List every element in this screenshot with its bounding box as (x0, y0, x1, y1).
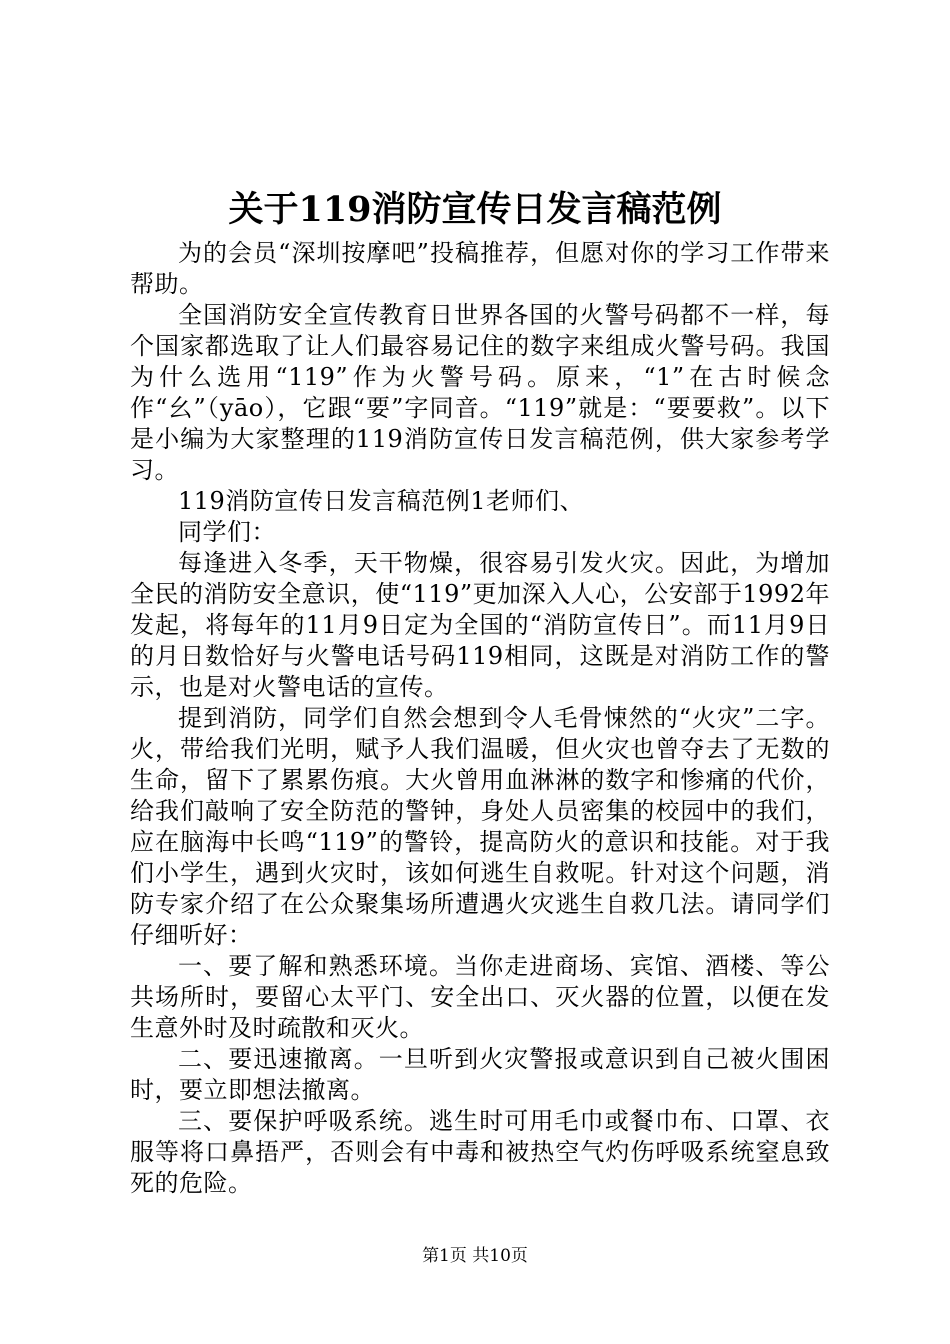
paragraph-salutation: 同学们： (178, 518, 276, 546)
document-body (130, 238, 830, 1199)
document-title: 关于119消防宣传日发言稿范例 (228, 189, 722, 230)
paragraph-heading-example: 119消防宣传日发言稿范例1老师们、 (178, 487, 585, 515)
paragraph-background: 全国消防安全宣传教育日世界各国的火警号码都不一样，每个国家都选取了让人们最容易记住的数字来组成火警号码。我国为什么选用“119”作为火警号码。原来，“1”在古时候念作“幺”（yāo），它跟“要”字同音。“119”就是：“要要救”。以下是小编为大家整理的119消防宣传日发言稿范例，供大家参考学习。 (130, 301, 830, 484)
paragraph-intro: 为的会员“深圳按摩吧”投稿推荐，但愿对你的学习工作带来帮助。 (130, 239, 830, 298)
paragraph-tip-three: 三、要保护呼吸系统。逃生时可用毛巾或餐巾布、口罩、衣服等将口鼻捂严，否则会有中毒和被热空气灼伤呼吸系统窒息致死的危险。 (130, 1107, 830, 1197)
paragraph-winter: 每逢进入冬季，天干物燥，很容易引发火灾。因此，为增加全民的消防安全意识，使“119”更加深入人心，公安部于1992年发起，将每年的11月9日定为全国的“消防宣传日”。而11月9日的月日数恰好与火警电话号码119相同，这既是对消防工作的警示，也是对火警电话的宣传。 (130, 549, 830, 701)
page-number-footer: 第1页 共10页 (422, 1246, 528, 1266)
paragraph-tip-two: 二、要迅速撤离。一旦听到火灾警报或意识到自己被火围困时，要立即想法撤离。 (130, 1045, 830, 1104)
paragraph-tip-one: 一、要了解和熟悉环境。当你走进商场、宾馆、酒楼、等公共场所时，要留心太平门、安全出口、灭火器的位置，以便在发生意外时及时疏散和灭火。 (130, 952, 830, 1042)
paragraph-fire-safety: 提到消防，同学们自然会想到令人毛骨悚然的“火灾”二字。火，带给我们光明，赋予人我们温暖，但火灾也曾夺去了无数的生命，留下了累累伤痕。大火曾用血淋淋的数字和惨痛的代价，给我们敲响了安全防范的警钟，身处人员密集的校园中的我们，应在脑海中长鸣“119”的警铃，提高防火的意识和技能。对于我们小学生，遇到火灾时，该如何逃生自救呢。针对这个问题，消防专家介绍了在公众聚集场所遭遇火灾逃生自救几法。请同学们仔细听好： (130, 704, 830, 949)
